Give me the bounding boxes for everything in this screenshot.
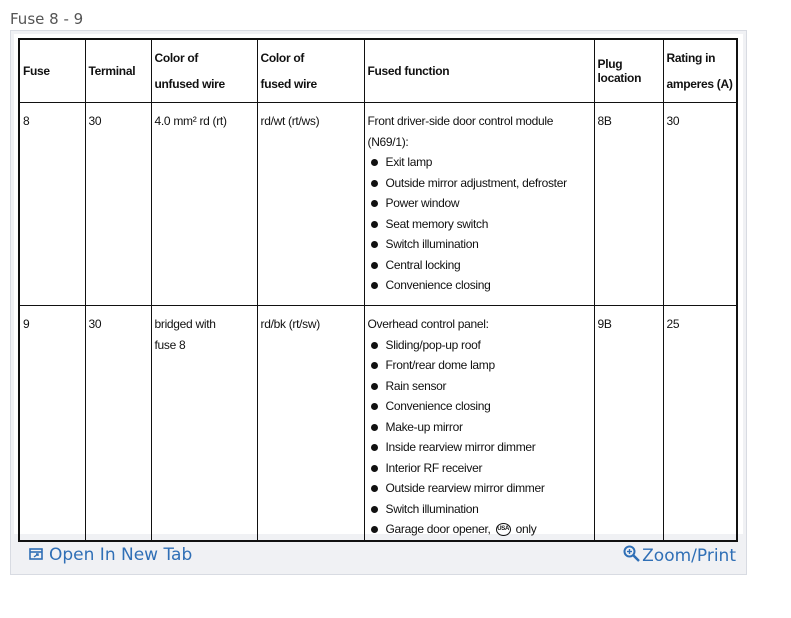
list-item: Switch illumination xyxy=(368,234,591,255)
function-list xyxy=(368,335,591,540)
header-unfused-line1: Color of xyxy=(154,51,199,65)
header-unfused-line2: unfused wire xyxy=(154,77,225,91)
list-item: Rain sensor xyxy=(368,376,591,397)
table-header-row xyxy=(19,39,737,103)
function-title: Overhead control panel: xyxy=(367,317,489,331)
header-fused-function: Fused function xyxy=(364,39,594,103)
magnifier-zoom-icon xyxy=(623,545,640,567)
fuse-table-image xyxy=(14,34,743,534)
header-rating xyxy=(663,39,737,103)
list-item: Make-up mirror xyxy=(368,417,591,438)
list-item: Outside mirror adjustment, defroster xyxy=(368,173,591,194)
table-row xyxy=(19,103,737,306)
list-item xyxy=(368,519,591,540)
header-fuse: Fuse xyxy=(19,39,85,103)
cell-terminal: 30 xyxy=(85,306,151,541)
header-plug-location: Plug location xyxy=(594,39,663,103)
cell-unfused-wire xyxy=(151,306,257,541)
list-item: Convenience closing xyxy=(368,275,591,296)
list-item: Sliding/pop-up roof xyxy=(368,335,591,356)
cell-terminal: 30 xyxy=(85,103,151,306)
list-item: Switch illumination xyxy=(368,499,591,520)
function-list xyxy=(368,152,591,296)
cell-fused-wire: rd/wt (rt/ws) xyxy=(257,103,364,306)
header-rating-line2: amperes (A) xyxy=(666,77,733,91)
page-title: Fuse 8 - 9 xyxy=(10,10,84,28)
cell-unfused-wire: 4.0 mm² rd (rt) xyxy=(151,103,257,306)
list-item: Front/rear dome lamp xyxy=(368,355,591,376)
cell-fused-function xyxy=(364,103,594,306)
external-link-icon xyxy=(29,545,43,565)
list-item: Central locking xyxy=(368,255,591,276)
header-rating-line1: Rating in xyxy=(666,51,716,65)
unfused-line1: bridged with xyxy=(154,317,216,331)
garage-only-text: only xyxy=(515,522,537,536)
fuse-table xyxy=(18,38,738,542)
zoom-print-link[interactable] xyxy=(623,545,736,567)
cell-rating: 30 xyxy=(663,103,737,306)
cell-plug-location: 8B xyxy=(594,103,663,306)
list-item: Outside rearview mirror dimmer xyxy=(368,478,591,499)
garage-text: Garage door opener, xyxy=(385,522,491,536)
header-fused-line1: Color of xyxy=(260,51,305,65)
cell-fused-wire: rd/bk (rt/sw) xyxy=(257,306,364,541)
cell-fuse: 9 xyxy=(19,306,85,541)
header-fused-line2: fused wire xyxy=(260,77,317,91)
header-terminal: Terminal xyxy=(85,39,151,103)
usa-badge-icon: USA xyxy=(496,523,511,536)
cell-fused-function xyxy=(364,306,594,541)
list-item: Convenience closing xyxy=(368,396,591,417)
open-in-new-tab-label: Open In New Tab xyxy=(49,545,193,565)
zoom-print-label: Zoom/Print xyxy=(642,546,736,566)
unfused-line2: fuse 8 xyxy=(154,337,186,352)
table-row xyxy=(19,306,737,541)
cell-fuse: 8 xyxy=(19,103,85,306)
image-card xyxy=(10,30,747,575)
list-item: Interior RF receiver xyxy=(368,458,591,479)
list-item: Seat memory switch xyxy=(368,214,591,235)
open-in-new-tab-link[interactable] xyxy=(29,545,192,565)
function-title: Front driver-side door control module (N69/1): xyxy=(367,114,554,149)
list-item: Inside rearview mirror dimmer xyxy=(368,437,591,458)
header-fused-wire xyxy=(257,39,364,103)
list-item: Power window xyxy=(368,193,591,214)
header-unfused-wire xyxy=(151,39,257,103)
list-item: Exit lamp xyxy=(368,152,591,173)
cell-plug-location: 9B xyxy=(594,306,663,541)
cell-rating: 25 xyxy=(663,306,737,541)
